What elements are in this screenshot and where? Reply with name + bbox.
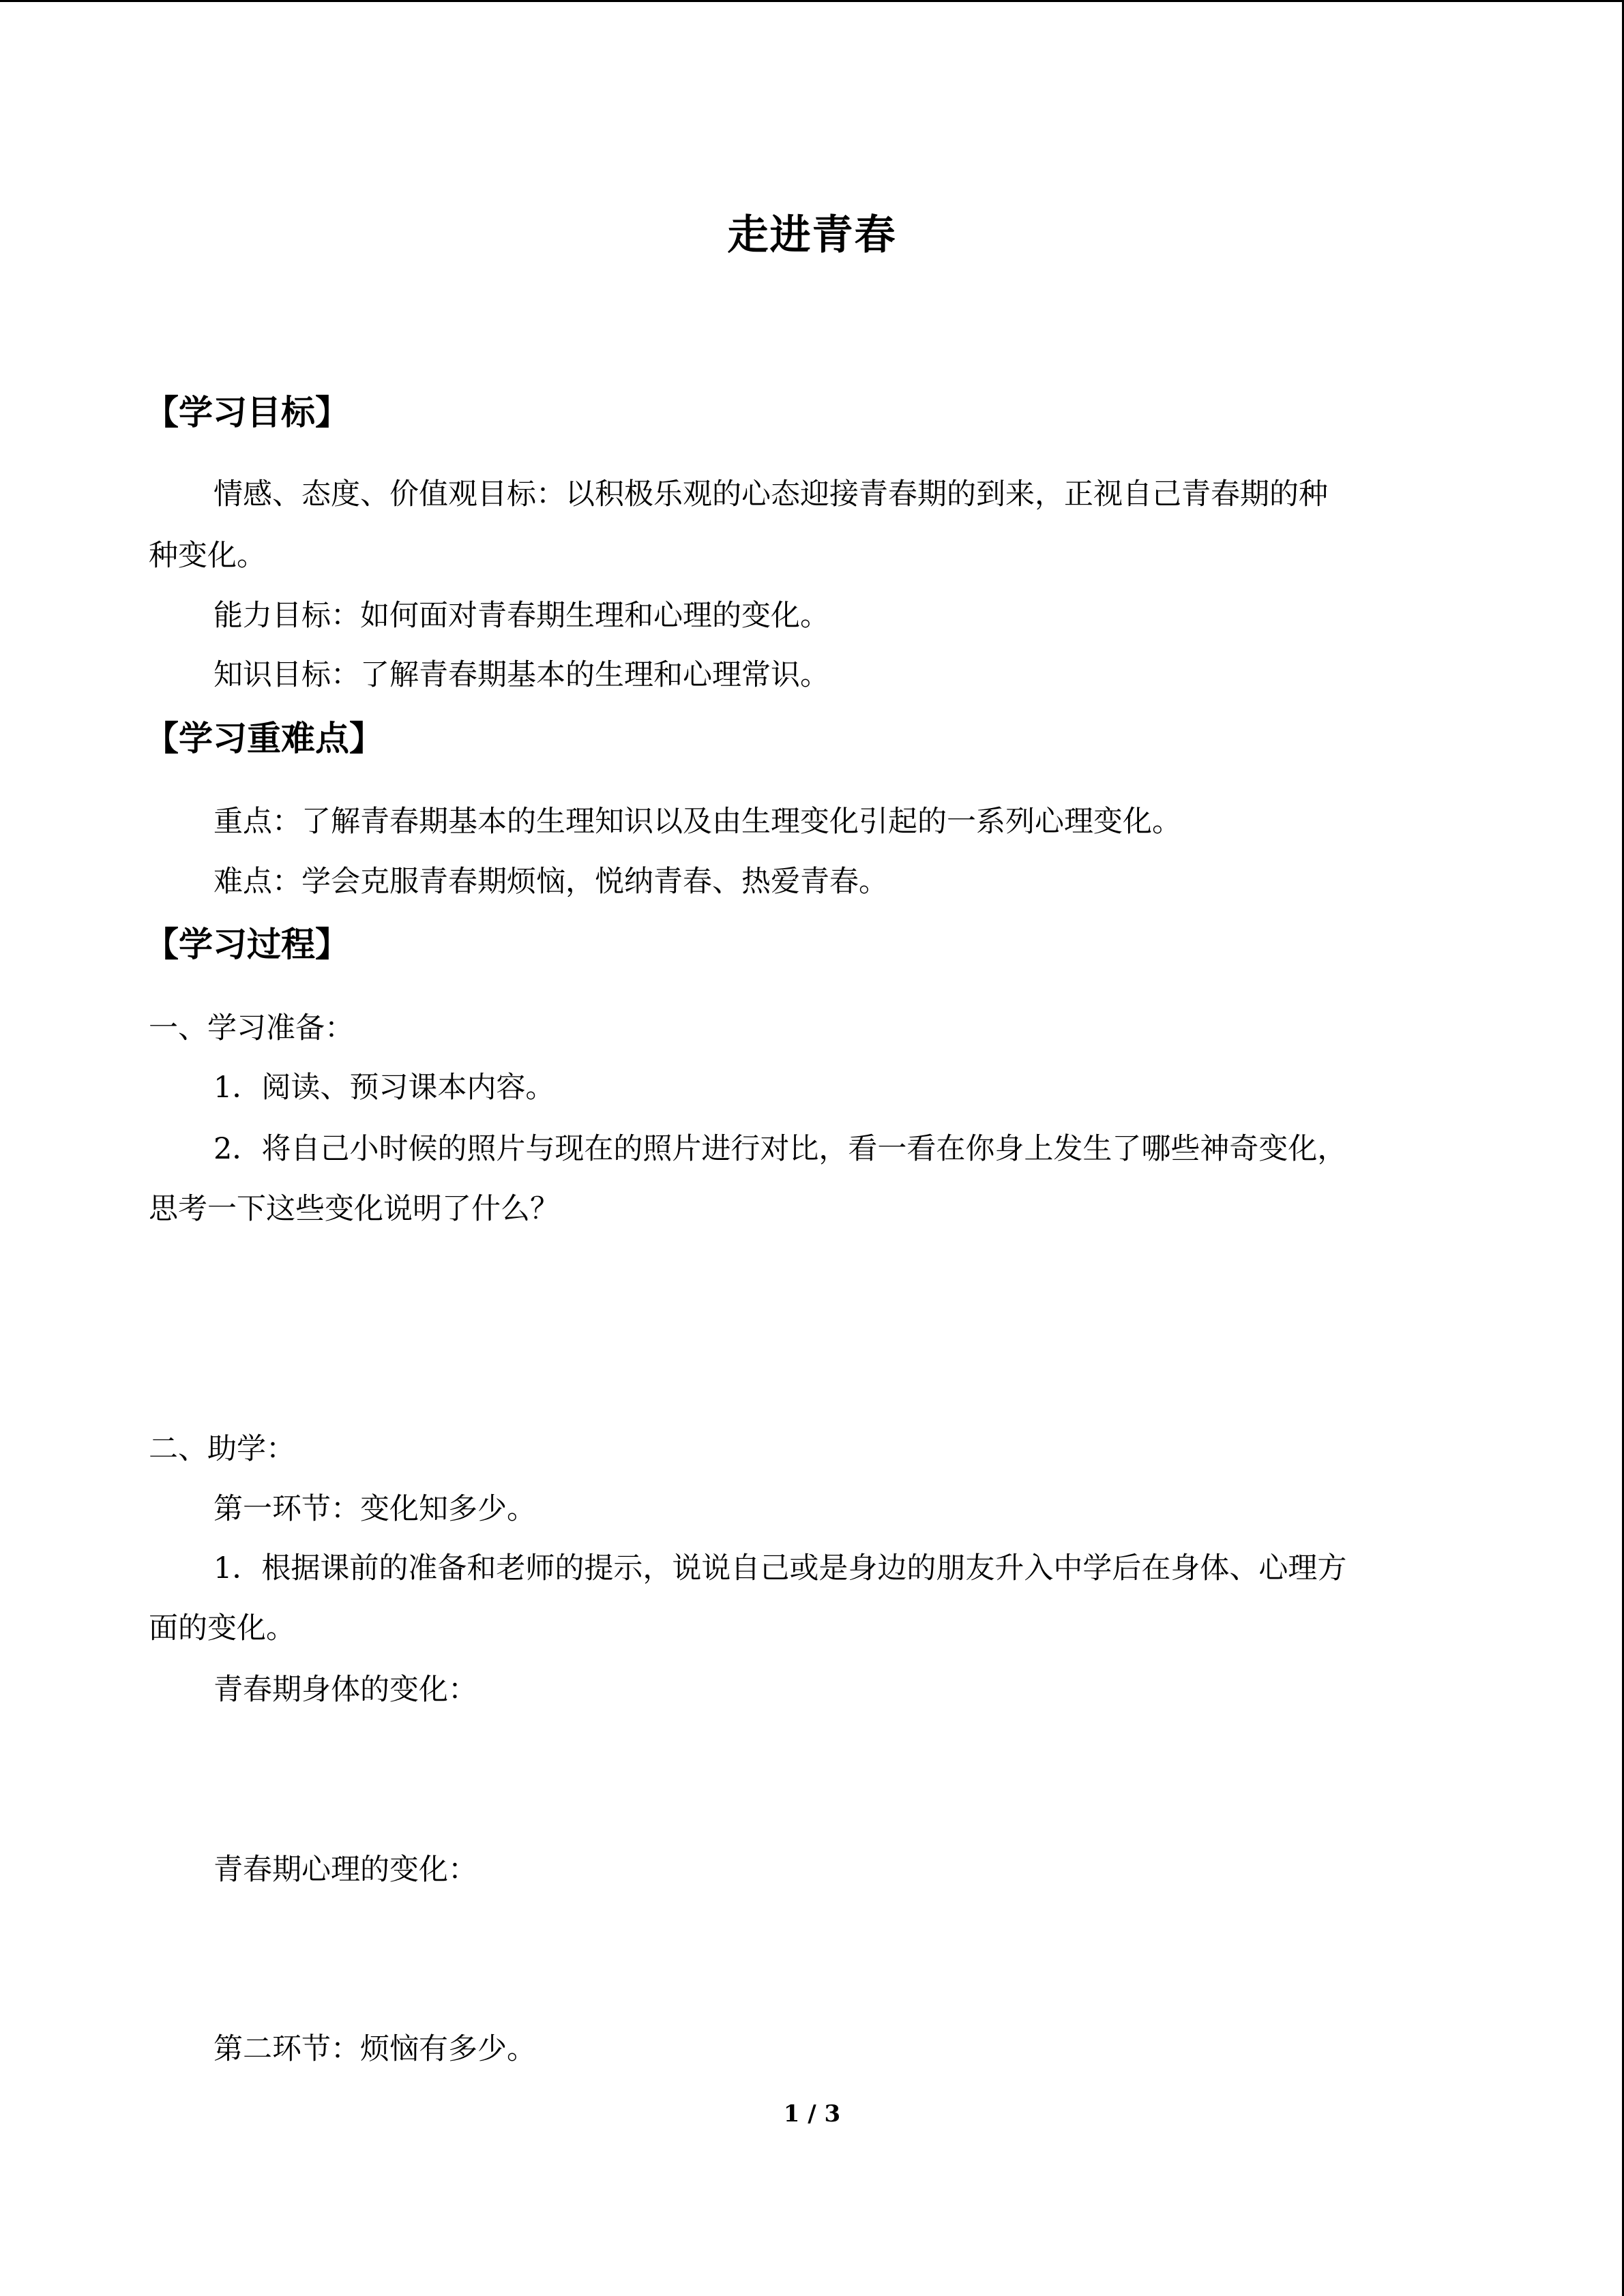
heading-key-points: 【学习重难点】 [145,719,383,758]
goal-line-1: 情感、态度、价值观目标：以积极乐观的心态迎接青春期的到来，正视自己青春期的种 [213,477,1328,511]
process-line-2: 1．阅读、预习课本内容。 [213,1071,555,1105]
page-title: 走进青春 [727,211,897,259]
process-line-4: 思考一下这些变化说明了什么？ [149,1192,559,1226]
heading-goals: 【学习目标】 [145,393,349,432]
page-number: 1 / 3 [783,2100,841,2128]
key-point-line-1: 重点：了解青春期基本的生理知识以及由生理变化引起的一系列心理变化。 [213,805,1181,839]
heading-process: 【学习过程】 [145,925,349,964]
process-line-11: 第二环节：烦恼有多少。 [213,2032,536,2066]
process-line-10: 青春期心理的变化： [213,1853,477,1887]
process-line-9: 青春期身体的变化： [213,1673,477,1707]
page-border-top [0,0,1624,2]
process-line-3: 2．将自己小时候的照片与现在的照片进行对比，看一看在你身上发生了哪些神奇变化， [213,1132,1347,1166]
process-line-8: 面的变化。 [149,1611,295,1645]
key-point-line-2: 难点：学会克服青春期烦恼，悦纳青春、热爱青春。 [213,865,888,899]
goal-line-2: 种变化。 [149,539,266,573]
goal-line-3: 能力目标：如何面对青春期生理和心理的变化。 [213,599,829,633]
process-line-5: 二、助学： [149,1432,295,1466]
process-line-6: 第一环节：变化知多少。 [213,1492,536,1526]
process-line-7: 1．根据课前的准备和老师的提示，说说自己或是身边的朋友升入中学后在身体、心理方 [213,1551,1347,1585]
process-line-1: 一、学习准备： [149,1011,354,1045]
goal-line-4: 知识目标：了解青春期基本的生理和心理常识。 [213,658,829,692]
